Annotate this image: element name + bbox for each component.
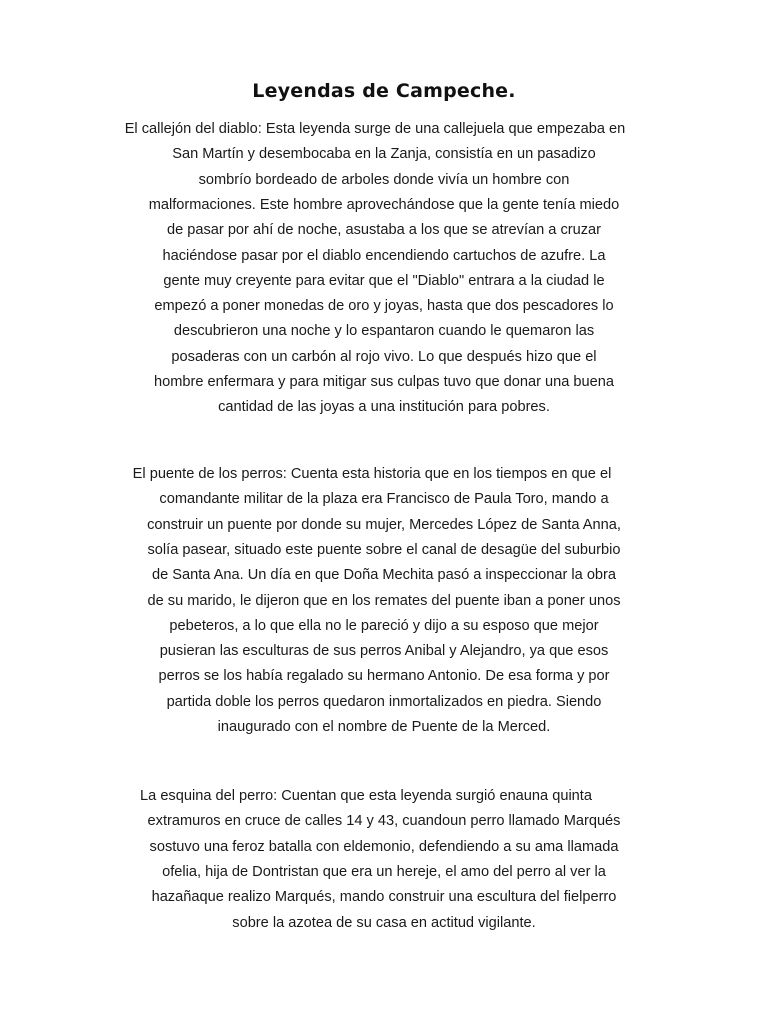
paragraph-line: partida doble los perros quedaron inmortalizados en piedra. Siendo [166, 693, 602, 710]
paragraph-line: de su marido, le dijeron que en los remates del puente iban a poner unos [147, 592, 621, 609]
paragraph-line: sombrío bordeado de arboles donde vivía un hombre con [198, 171, 570, 188]
paragraph-line: El callejón del diablo: Esta leyenda surge de una callejuela que empezaba en [124, 121, 626, 137]
paragraph-line: de Santa Ana. Un día en que Doña Mechita pasó a inspeccionar la obra [151, 567, 617, 584]
paragraph-line: sobre la azotea de su casa en actitud vigilante. [232, 914, 536, 931]
paragraph-line: cantidad de las joyas a una institución para pobres. [218, 399, 550, 416]
paragraph-line: empezó a poner monedas de oro y joyas, hasta que dos pescadores lo [154, 298, 614, 315]
paragraph-line: La esquina del perro: Cuentan que esta leyenda surgió enauna quinta [140, 788, 592, 804]
paragraph-line: hombre enfermara y para mitigar sus culpas tuvo que donar una buena [154, 374, 614, 390]
paragraph-line: gente muy creyente para evitar que el "Diablo" entrara a la ciudad le [163, 272, 605, 289]
document-title: Leyendas de Campeche. [252, 80, 516, 102]
paragraph-line: San Martín y desembocaba en la Zanja, consistía en un pasadizo [172, 146, 596, 163]
paragraph-line: inaugurado con el nombre de Puente de la Merced. [217, 719, 551, 735]
paragraph-line: perros se los había regalado su hermano Antonio. De esa forma y por [158, 668, 610, 685]
paragraph-line: pusieran las esculturas de sus perros Anibal y Alejandro, ya que esos [159, 643, 609, 660]
paragraph-line: descubrieron una noche y lo espantaron cuando le quemaron las [173, 323, 595, 340]
paragraph-line: El puente de los perros: Cuenta esta historia que en los tiempos en que el [132, 466, 612, 482]
paragraph-line: pebeteros, a lo que ella no le pareció y dijo a su esposo que mejor [169, 617, 599, 634]
paragraph-line: extramuros en cruce de calles 14 y 43, cuandoun perro llamado Marqués [147, 813, 621, 830]
paragraph-line: solía pasear, situado este puente sobre el canal de desagüe del suburbio [147, 541, 621, 558]
paragraph-line: hazañaque realizo Marqués, mando construir una escultura del fielperro [151, 889, 617, 906]
paragraph-line: posaderas con un carbón al rojo vivo. Lo que después hizo que el [171, 348, 597, 365]
paragraph-line: malformaciones. Este hombre aprovechándose que la gente tenía miedo [148, 196, 620, 213]
paragraph-line: comandante militar de la plaza era Francisco de Paula Toro, mando a [159, 491, 609, 508]
paragraph-line: ofelia, hija de Dontristan que era un hereje, el amo del perro al ver la [162, 863, 606, 880]
paragraph-line: sostuvo una feroz batalla con eldemonio, defendiendo a su ama llamada [149, 838, 619, 855]
paragraph-line: de pasar por ahí de noche, asustaba a los que se atrevían a cruzar [166, 222, 602, 239]
paragraph-line: construir un puente por donde su mujer, Mercedes López de Santa Anna, [147, 516, 621, 533]
paragraph-line: haciéndose pasar por el diablo encendiendo cartuchos de azufre. La [162, 247, 606, 264]
